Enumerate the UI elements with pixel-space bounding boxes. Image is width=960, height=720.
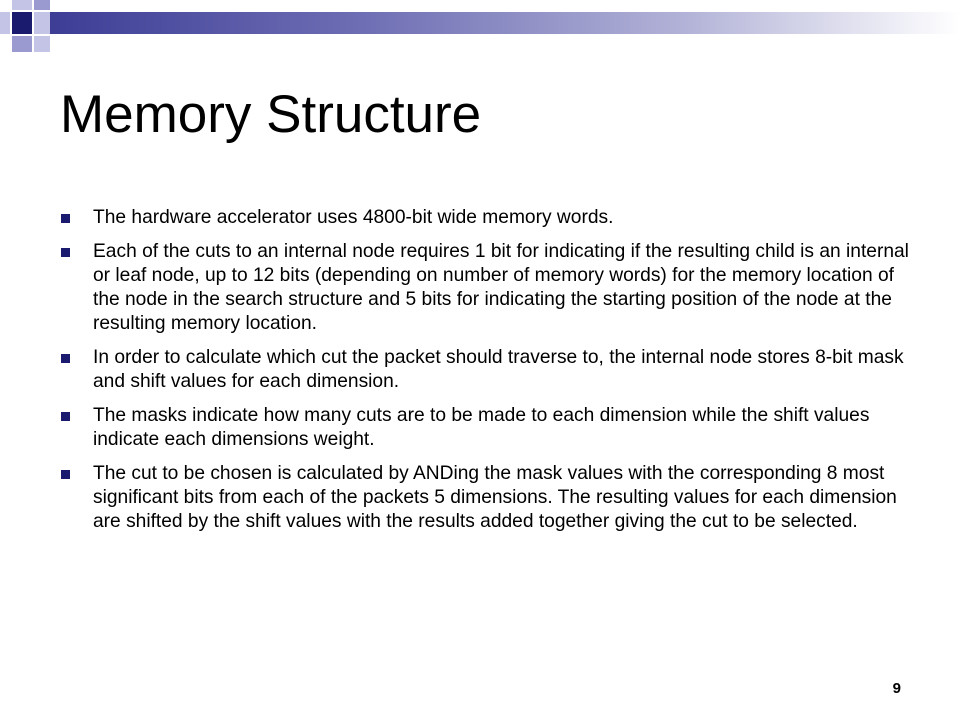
decor-square-icon <box>0 12 10 34</box>
bullet-item <box>60 240 910 336</box>
square-bullet-icon <box>61 248 70 257</box>
slide-title: Memory Structure <box>60 85 482 144</box>
page-number: 9 <box>892 680 901 697</box>
square-bullet-icon <box>61 412 70 421</box>
decor-square-icon <box>34 36 50 52</box>
decor-square-icon <box>12 0 32 10</box>
bullet-text: The masks indicate how many cuts are to be made to each dimension while the shift values indicate each dimensions weight. <box>93 405 870 450</box>
square-bullet-icon <box>61 214 70 223</box>
bullet-text: In order to calculate which cut the packet should traverse to, the internal node stores 8-bit mask and shift values for each dimension. <box>93 347 904 392</box>
decor-square-icon <box>12 36 32 52</box>
bullet-item <box>60 206 910 230</box>
square-bullet-icon <box>61 470 70 479</box>
header-gradient-bar <box>50 12 960 34</box>
bullet-text: The hardware accelerator uses 4800-bit wide memory words. <box>93 207 614 228</box>
decor-square-icon <box>12 12 32 34</box>
decor-square-icon <box>34 12 50 34</box>
bullet-item <box>60 404 910 452</box>
bullet-list <box>60 206 910 544</box>
bullet-item <box>60 346 910 394</box>
bullet-text: The cut to be chosen is calculated by ANDing the mask values with the corresponding 8 most significant bits from each of the packets 5 dimensions. The resulting values for each dimension are shifted by the shift values with the results added together giving the cut to be selected. <box>93 463 897 532</box>
square-bullet-icon <box>61 354 70 363</box>
decor-square-icon <box>34 0 50 10</box>
bullet-item <box>60 462 910 534</box>
bullet-text: Each of the cuts to an internal node requires 1 bit for indicating if the resulting child is an internal or leaf node, up to 12 bits (depending on number of memory words) for the memory location of the node in the search structure and 5 bits for indicating the starting position of the node at the resulting memory location. <box>93 241 909 334</box>
